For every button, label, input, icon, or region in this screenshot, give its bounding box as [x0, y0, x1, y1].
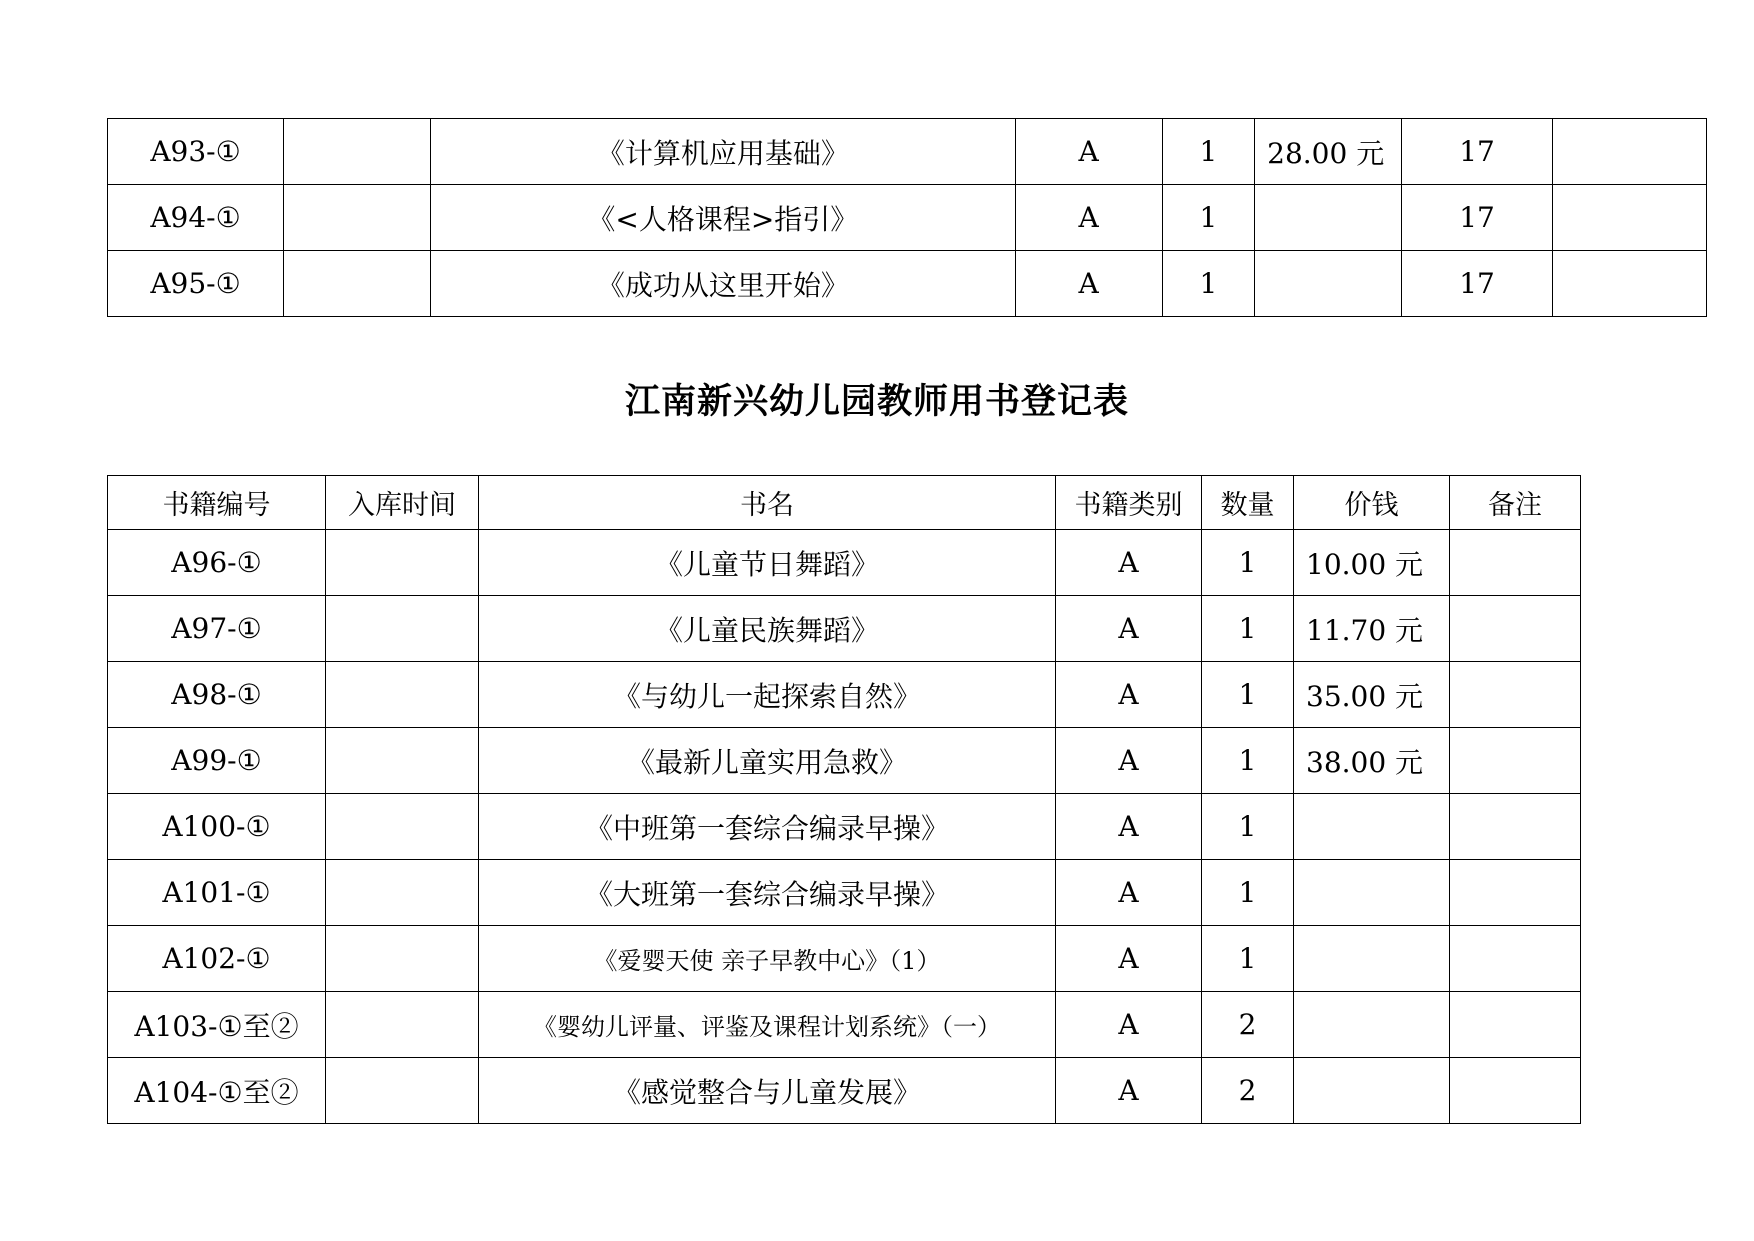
quantity-cell: 1	[1202, 728, 1294, 794]
table-row	[108, 119, 1707, 185]
stock-date-cell	[284, 251, 431, 317]
book-category-cell: A	[1056, 860, 1202, 926]
continued-book-table	[107, 118, 1707, 317]
price-cell	[1294, 860, 1450, 926]
book-category-cell: A	[1056, 1058, 1202, 1124]
header-book-category: 书籍类别	[1056, 476, 1202, 530]
header-book-id: 书籍编号	[108, 476, 326, 530]
header-stock-date: 入库时间	[326, 476, 479, 530]
book-title-cell: 《儿童节日舞蹈》	[479, 530, 1056, 596]
header-price: 价钱	[1294, 476, 1450, 530]
price-cell: 38.00 元	[1294, 728, 1450, 794]
quantity-cell: 1	[1162, 185, 1255, 251]
book-id-cell: A102-①	[108, 926, 326, 992]
book-title-cell: 《婴幼儿评量、评鉴及课程计划系统》（一）	[479, 992, 1056, 1058]
price-cell	[1294, 926, 1450, 992]
stock-date-cell	[326, 1058, 479, 1124]
table-row	[108, 530, 1581, 596]
book-category-cell: A	[1056, 596, 1202, 662]
quantity-cell: 2	[1202, 992, 1294, 1058]
quantity-cell: 1	[1202, 926, 1294, 992]
book-title-cell: 《<人格课程>指引》	[431, 185, 1016, 251]
stock-date-cell	[326, 926, 479, 992]
book-title-cell: 《计算机应用基础》	[431, 119, 1016, 185]
stock-date-cell	[326, 530, 479, 596]
book-category-cell: A	[1015, 185, 1162, 251]
book-id-cell: A98-①	[108, 662, 326, 728]
price-cell	[1294, 1058, 1450, 1124]
table-row	[108, 596, 1581, 662]
book-title-cell: 《爱婴天使 亲子早教中心》（1）	[479, 926, 1056, 992]
note-cell	[1450, 860, 1581, 926]
stock-date-cell	[284, 185, 431, 251]
extra-number-cell: 17	[1402, 185, 1553, 251]
quantity-cell: 1	[1162, 251, 1255, 317]
price-cell	[1294, 794, 1450, 860]
table-row	[108, 185, 1707, 251]
book-id-cell: A94-①	[108, 185, 284, 251]
note-cell	[1450, 992, 1581, 1058]
header-book-title: 书名	[479, 476, 1056, 530]
book-category-cell: A	[1056, 530, 1202, 596]
quantity-cell: 1	[1162, 119, 1255, 185]
book-id-cell: A104-①至②	[108, 1058, 326, 1124]
note-cell	[1450, 728, 1581, 794]
table-row	[108, 794, 1581, 860]
book-id-cell: A103-①至②	[108, 992, 326, 1058]
book-id-cell: A101-①	[108, 860, 326, 926]
document-title: 江南新兴幼儿园教师用书登记表	[624, 381, 1129, 422]
table-row	[108, 926, 1581, 992]
note-cell	[1450, 1058, 1581, 1124]
book-category-cell: A	[1056, 794, 1202, 860]
note-cell	[1552, 251, 1706, 317]
table-row	[108, 662, 1581, 728]
note-cell	[1450, 794, 1581, 860]
stock-date-cell	[326, 794, 479, 860]
quantity-cell: 1	[1202, 860, 1294, 926]
quantity-cell: 1	[1202, 530, 1294, 596]
stock-date-cell	[326, 662, 479, 728]
note-cell	[1450, 926, 1581, 992]
book-id-cell: A97-①	[108, 596, 326, 662]
price-cell: 10.00 元	[1294, 530, 1450, 596]
teacher-book-register-table	[107, 475, 1581, 1124]
book-title-cell: 《儿童民族舞蹈》	[479, 596, 1056, 662]
price-cell	[1255, 251, 1402, 317]
price-cell: 35.00 元	[1294, 662, 1450, 728]
book-id-cell: A96-①	[108, 530, 326, 596]
extra-number-cell: 17	[1402, 119, 1553, 185]
book-id-cell: A99-①	[108, 728, 326, 794]
book-title-cell: 《感觉整合与儿童发展》	[479, 1058, 1056, 1124]
book-category-cell: A	[1015, 119, 1162, 185]
book-title-cell: 《大班第一套综合编录早操》	[479, 860, 1056, 926]
stock-date-cell	[326, 728, 479, 794]
extra-number-cell: 17	[1402, 251, 1553, 317]
table-row	[108, 728, 1581, 794]
note-cell	[1552, 185, 1706, 251]
stock-date-cell	[284, 119, 431, 185]
header-quantity: 数量	[1202, 476, 1294, 530]
note-cell	[1450, 530, 1581, 596]
book-id-cell: A95-①	[108, 251, 284, 317]
stock-date-cell	[326, 596, 479, 662]
table-row	[108, 992, 1581, 1058]
table-header-row	[108, 476, 1581, 530]
quantity-cell: 1	[1202, 662, 1294, 728]
book-category-cell: A	[1056, 926, 1202, 992]
table-row	[108, 251, 1707, 317]
price-cell	[1255, 185, 1402, 251]
book-title-cell: 《最新儿童实用急救》	[479, 728, 1056, 794]
book-id-cell: A100-①	[108, 794, 326, 860]
quantity-cell: 1	[1202, 596, 1294, 662]
note-cell	[1450, 662, 1581, 728]
table-row	[108, 860, 1581, 926]
table-row	[108, 1058, 1581, 1124]
book-category-cell: A	[1056, 728, 1202, 794]
note-cell	[1450, 596, 1581, 662]
book-title-cell: 《与幼儿一起探索自然》	[479, 662, 1056, 728]
book-category-cell: A	[1056, 662, 1202, 728]
price-cell: 11.70 元	[1294, 596, 1450, 662]
book-category-cell: A	[1015, 251, 1162, 317]
stock-date-cell	[326, 992, 479, 1058]
book-title-cell: 《中班第一套综合编录早操》	[479, 794, 1056, 860]
header-note: 备注	[1450, 476, 1581, 530]
price-cell	[1294, 992, 1450, 1058]
book-category-cell: A	[1056, 992, 1202, 1058]
quantity-cell: 2	[1202, 1058, 1294, 1124]
price-cell: 28.00 元	[1255, 119, 1402, 185]
book-title-cell: 《成功从这里开始》	[431, 251, 1016, 317]
stock-date-cell	[326, 860, 479, 926]
note-cell	[1552, 119, 1706, 185]
quantity-cell: 1	[1202, 794, 1294, 860]
book-id-cell: A93-①	[108, 119, 284, 185]
